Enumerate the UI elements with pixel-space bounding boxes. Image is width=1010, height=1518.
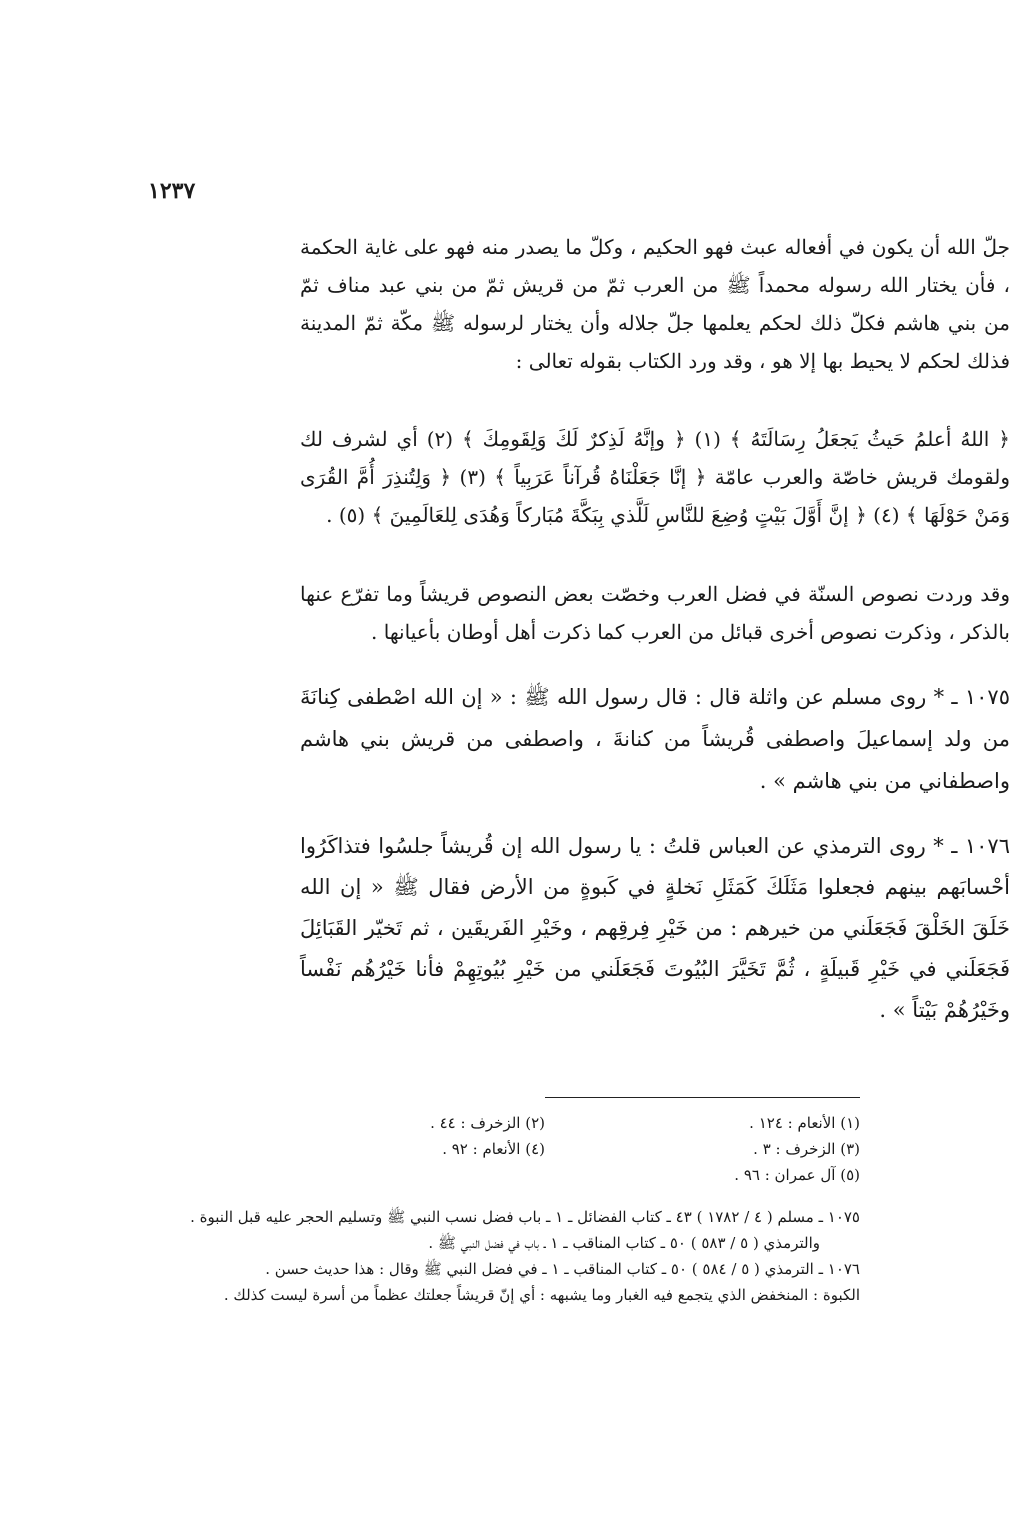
footnote-2: (٢) الزخرف : ٤٤ . (430, 1114, 545, 1132)
source-1075-tirmidhi: والترمذي ( ٥ / ٥٨٣ ) ٥٠ ـ كتاب المناقب ـ ١ ـ باب في فضل النبي ﷺ . (428, 1234, 820, 1252)
source-1076: ١٠٧٦ ـ الترمذي ( ٥ / ٥٨٤ ) ٥٠ ـ كتاب المناقب ـ ١ ـ في فضل النبي ﷺ وقال : هذا حديث حسن . (265, 1260, 860, 1278)
paragraph-sunnah: وقد وردت نصوص السنّة في فضل العرب وخصّت بعض النصوص قريشاً وما تفرّع عنها بالذكر ، وذكرت نصوص أخرى قبائل من العرب كما ذكرت أهل أوطان بأعيانها . (300, 582, 1010, 644)
footnote-divider (545, 1097, 860, 1098)
hadith-1075: ١٠٧٥ ـ * روى مسلم عن واثلة قال : قال رسول الله ﷺ : « إن الله اصْطفى كِنانَةَ من ولد إسماعيلَ واصطفى قُريشاً من كنانةَ ، واصطفى من قريش بني هاشم واصطفاني من بني هاشم » . (300, 685, 1010, 793)
footnote-1: (١) الأنعام : ١٢٤ . (749, 1114, 860, 1132)
footnotes (150, 1110, 860, 1188)
hadith-1076: ١٠٧٦ ـ * روى الترمذي عن العباس قلتُ : يا رسول الله إن قُريشاً جلسُوا فتذاكَرُوا أحْسابَهم بينهم فجعلوا مَثَلَكَ كَمَثَلِ نَخلةٍ في كَبوةٍ من الأرض فقال ﷺ « إن الله خَلَقَ الخَلْقَ فَجَعَلَني من خيرهم : من خَيْرِ فِرقِهم ، وخَيْرِ الفَريقَين ، ثم تَخيّر القَبَائِلَ فَجَعَلَني في خَيْرِ قَبيلَةٍ ، ثُمَّ تَخَيَّرَ البُيُوتَ فَجَعَلَني من خَيْرِ بُيُوتِهِمْ فأنا خَيْرُهُم نَفْساً وخَيْرُهُمْ بَيْتاً » . (300, 834, 1010, 1022)
page-number: ١٢٣٧ (148, 178, 196, 204)
paragraph-quran-verses: ﴿ اللهُ أعلمُ حَيثُ يَجعَلُ رِسَالَتَهُ ﴾ (١) ﴿ وإنَّهُ لَذِكرٌ لَكَ وَلِقَومِكَ ﴾ (٢) أي لشرف لك ولقومك قريش خاصّة والعرب عامّة ﴿ إنَّا جَعَلْنَاهُ قُرآناً عَرَبِياً ﴾ (٣) ﴿ وَلِتُنذِرَ أُمَّ القُرَى وَمَنْ حَوْلَهَا ﴾ (٤) ﴿ إنَّ أَوَّلَ بَيْتٍ وُضِعَ للنَّاسِ لَلَّذي بِبَكَّةَ مُبَاركاً وَهُدَى لِلعَالَمِينَ ﴾ (٥) . (300, 427, 1010, 527)
paragraph-intro: جلّ الله أن يكون في أفعاله عبث فهو الحكيم ، وكلّ ما يصدر منه فهو على غاية الحكمة ، فأن يختار الله رسوله محمداً ﷺ من العرب ثمّ من قريش ثمّ من بني عبد مناف ثمّ من بني هاشم فكلّ ذلك لحكم يعلمها جلّ جلاله وأن يختار لرسوله ﷺ مكّة ثمّ المدينة فذلك لحكم لا يحيط بها إلا هو ، وقد ورد الكتاب بقوله تعالى : (300, 235, 1010, 373)
source-1075: ١٠٧٥ ـ مسلم ( ٤ / ١٧٨٢ ) ٤٣ ـ كتاب الفضائل ـ ١ ـ باب فضل نسب النبي ﷺ وتسليم الحجر عليه قبل النبوة . (190, 1208, 860, 1226)
footnote-4: (٤) الأنعام : ٩٢ . (442, 1140, 545, 1158)
hadith-sources (150, 1204, 860, 1308)
footnote-5: (٥) آل عمران : ٩٦ . (734, 1166, 860, 1184)
footnote-3: (٣) الزخرف : ٣ . (753, 1140, 860, 1158)
glossary-note: الكبوة : المنخفض الذي يتجمع فيه الغبار وما يشبهه : أي إنّ قريشاً جعلتك عظماً من أسرة ليست كذلك . (223, 1286, 860, 1304)
